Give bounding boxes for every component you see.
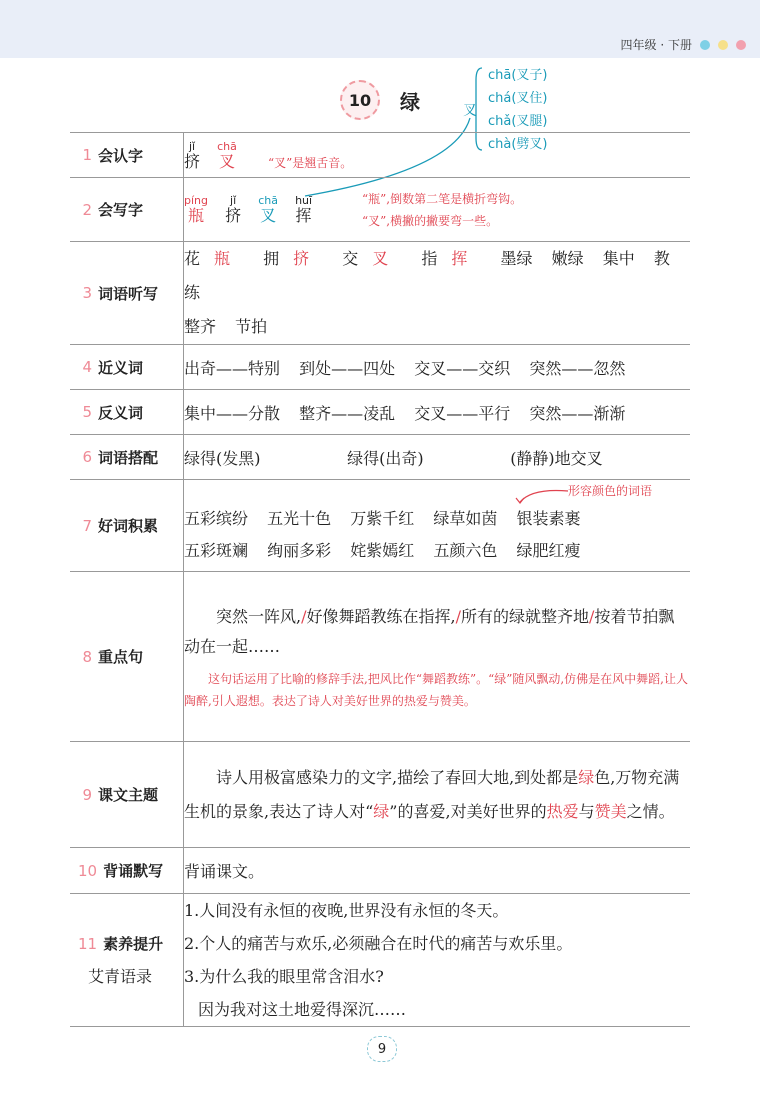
row-number: 3 [82, 284, 92, 302]
word-pair: 整齐——凌乱 [299, 403, 396, 423]
study-table [70, 132, 690, 1027]
row-number: 7 [82, 516, 92, 535]
collocation: (静静)地交叉 [510, 448, 603, 468]
annotation-label: 形容颜色的词语 [568, 484, 653, 498]
quote-line: 因为我对这土地爱得深沉…… [198, 1000, 407, 1019]
row-label: 素养提升 [103, 935, 164, 953]
row-recite [70, 848, 690, 894]
key-sentence: 突然一阵风,/好像舞蹈教练在指挥,/所有的绿就整齐地/按着节拍飘动在一起…… [184, 606, 675, 656]
row-quotes [70, 894, 690, 1027]
row-synonyms [70, 345, 690, 390]
pinyin-char: huī 挥 [295, 194, 313, 225]
word-pair: 交叉——平行 [414, 403, 511, 423]
row-label: 课文主题 [98, 786, 159, 804]
reading: chǎ(叉腿) [488, 114, 548, 129]
row-collocation [70, 435, 690, 480]
note: “叉”是翘舌音。 [267, 155, 353, 170]
row-label: 词语搭配 [98, 448, 159, 467]
lesson-number: 10 [340, 80, 380, 120]
word: 绚丽多彩 [267, 540, 332, 560]
word: 五光十色 [267, 508, 332, 528]
word: 集中 [602, 249, 635, 268]
theme-text: 诗人用极富感染力的文字,描绘了春回大地,到处都是绿色,万物充满生机的景象,表达了诗人对“绿”的喜爱,对美好世界的热爱与赞美之情。 [184, 767, 680, 821]
word-pair: 集中——分散 [184, 403, 281, 423]
row-number: 5 [82, 403, 92, 421]
collocation: 绿得(出奇) [347, 448, 424, 468]
word: 银装素裹 [516, 508, 581, 528]
row-label: 反义词 [98, 403, 144, 422]
word: 五彩斑斓 [184, 540, 249, 560]
quote-line: 1.人间没有永恒的夜晚,世界没有永恒的冬天。 [184, 901, 509, 920]
pinyin-char: chā 叉 [258, 194, 278, 225]
row-label: 背诵默写 [103, 862, 164, 880]
word: 嫩绿 [551, 249, 584, 268]
row-number: 2 [82, 200, 92, 219]
reading: chā(叉子) [488, 68, 548, 83]
row-label: 近义词 [98, 358, 144, 377]
word: 教练 [184, 249, 670, 302]
quote-line: 2.个人的痛苦与欢乐,必须融合在时代的痛苦与欢乐里。 [184, 934, 573, 953]
page-number: 9 [367, 1036, 397, 1062]
word-pair: 突然——忽然 [529, 358, 626, 378]
row-dictation [70, 242, 690, 345]
word-pair: 突然——渐渐 [529, 403, 626, 423]
word: 指 挥 [421, 249, 468, 268]
word: 五颜六色 [433, 540, 498, 560]
word-pair: 交叉——交织 [414, 358, 511, 378]
pinyin-char: chā 叉 [217, 139, 237, 171]
word: 绿肥红瘦 [516, 540, 581, 560]
word: 墨绿 [500, 249, 533, 268]
row-label: 词语听写 [98, 284, 159, 303]
reading: chá(叉住) [488, 91, 548, 106]
row-good-words [70, 480, 690, 572]
row-number: 8 [82, 647, 92, 666]
pinyin-char: jǐ 挤 [184, 139, 201, 171]
word: 姹紫嫣红 [350, 540, 415, 560]
collocation: 绿得(发黑) [184, 448, 261, 468]
row-write [70, 178, 690, 242]
row-antonyms [70, 390, 690, 435]
pinyin-char: píng 瓶 [184, 194, 208, 225]
row-number: 9 [82, 785, 92, 804]
note: “瓶”,倒数第二笔是横折弯钩。 [362, 191, 523, 206]
row-number: 1 [82, 146, 92, 164]
word: 五彩缤纷 [184, 508, 249, 528]
word: 绿草如茵 [433, 508, 498, 528]
word-pair: 出奇——特别 [184, 358, 281, 378]
word: 交 叉 [342, 249, 389, 268]
recite-text: 背诵课文。 [184, 862, 265, 881]
row-number: 10 [78, 861, 98, 880]
row-recognize [70, 133, 690, 178]
pron-char: 叉 [463, 103, 477, 119]
pinyin-char: jǐ 挤 [225, 194, 242, 225]
row-number: 11 [78, 934, 98, 953]
row-label: 好词积累 [98, 517, 159, 535]
word-pair: 到处——四处 [299, 358, 396, 378]
sentence-analysis: 这句话运用了比喻的修辞手法,把风比作“舞蹈教练”。“绿”随风飘动,仿佛是在风中舞蹈,让人陶醉,引人遐想。表达了诗人对美好世界的热爱与赞美。 [184, 671, 688, 708]
word: 花 瓶 [184, 249, 231, 268]
row-key-sentence [70, 572, 690, 742]
annotation-arrow [512, 482, 572, 504]
row-label: 会写字 [98, 201, 144, 219]
reading: chà(劈叉) [488, 137, 548, 152]
word: 拥 挤 [263, 249, 310, 268]
row-number: 6 [82, 448, 92, 466]
lesson-name: 绿 [400, 89, 420, 114]
row-label: 重点句 [98, 648, 144, 666]
note: “叉”,横撇的撇要弯一些。 [362, 213, 499, 228]
row-sublabel: 艾青语录 [88, 967, 153, 986]
row-number: 4 [82, 358, 92, 376]
word: 节拍 [235, 317, 268, 336]
quote-line: 3.为什么我的眼里常含泪水? [184, 967, 384, 986]
word: 整齐 [184, 317, 217, 336]
row-label: 会认字 [98, 146, 144, 165]
grade-label: 四年级 · 下册 [620, 38, 692, 52]
row-theme [70, 742, 690, 848]
word: 万紫千红 [350, 508, 415, 528]
